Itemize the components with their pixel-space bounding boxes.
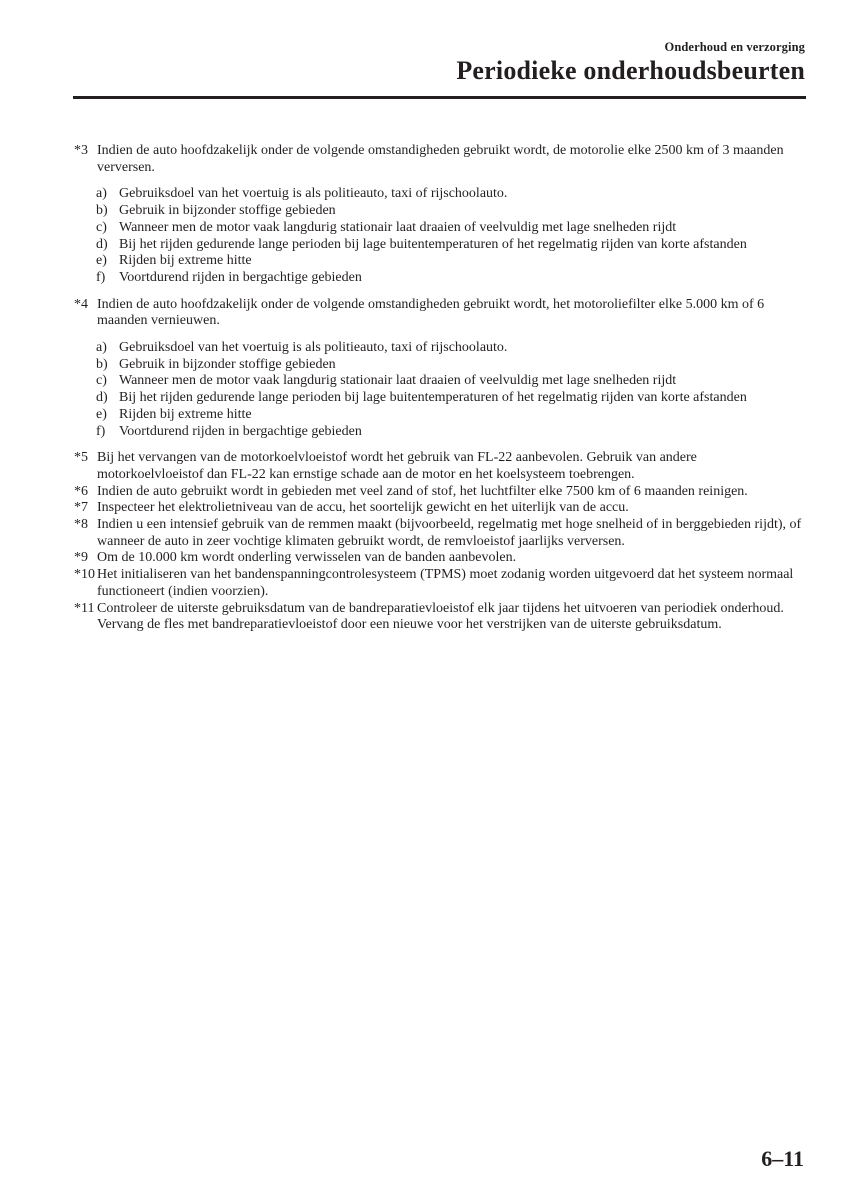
list-item: [96, 253, 804, 270]
note-marker: *5: [74, 450, 88, 466]
list-item-text: Gebruik in bijzonder stoffige gebieden: [119, 203, 336, 219]
list-item-text: Wanneer men de motor vaak langdurig stationair laat draaien of veelvuldig met lage snelheden rijdt: [119, 373, 677, 389]
note-text: Inspecteer het elektrolietniveau van de accu, het soortelijk gewicht en het uiterlijk van de accu.: [97, 500, 629, 516]
note-4: [74, 297, 804, 330]
note-11: [74, 601, 804, 634]
note-text: Het initialiseren van het bandenspanningcontrolesysteem (TPMS) moet zodanig worden uitgevoerd dat het systeem normaal functioneert (indien voorzien).: [97, 567, 794, 599]
header-section-label: Onderhoud en verzorging: [664, 40, 805, 54]
list-item-marker: a): [96, 186, 107, 202]
list-item: [96, 340, 804, 357]
list-item-text: Gebruiksdoel van het voertuig is als politieauto, taxi of rijschoolauto.: [119, 340, 508, 356]
list-item: [96, 373, 804, 390]
list-item-marker: e): [96, 406, 107, 422]
note-marker: *4: [74, 296, 88, 312]
note-marker: *3: [74, 143, 88, 158]
note-text: Bij het vervangen van de motorkoelvloeistof wordt het gebruik van FL-22 aanbevolen. Gebruik van andere motorkoelvloeistof dan FL-22 kan ernstige schade aan de motor en het koelsysteem toebrengen.: [97, 450, 697, 482]
note-8: [74, 517, 804, 550]
list-item-marker: f): [96, 269, 106, 285]
list-item-text: Gebruiksdoel van het voertuig is als politieauto, taxi of rijschoolauto.: [119, 186, 508, 202]
list-item-text: Gebruik in bijzonder stoffige gebieden: [119, 356, 336, 372]
note-marker: *6: [74, 483, 88, 499]
list-item-marker: e): [96, 253, 107, 269]
list-item-text: Voortdurend rijden in bergachtige gebieden: [119, 269, 362, 285]
list-item-marker: d): [96, 390, 108, 406]
list-item: [96, 186, 804, 203]
list-item-marker: c): [96, 373, 107, 389]
list-item-text: Bij het rijden gedurende lange perioden bij lage buitentemperaturen of het regelmatig rijden van korte afstanden: [119, 236, 747, 252]
list-item-text: Bij het rijden gedurende lange perioden bij lage buitentemperaturen of het regelmatig rijden van korte afstanden: [119, 390, 747, 406]
list-item-marker: b): [96, 203, 108, 219]
list-item-marker: a): [96, 340, 107, 356]
list-item-text: Rijden bij extreme hitte: [119, 253, 252, 269]
note-text: Indien de auto gebruikt wordt in gebieden met veel zand of stof, het luchtfilter elke 7500 km of 6 maanden reinigen.: [97, 483, 748, 499]
notes-content: [74, 143, 804, 634]
note-marker: *10: [74, 567, 95, 583]
note-6: [74, 484, 804, 501]
note-text: Indien u een intensief gebruik van de remmen maakt (bijvoorbeeld, regelmatig met hoge snelheid of in berggebieden rijdt), of wanneer de auto in zeer vochtige klimaten gebruikt wordt, de remvloeistof jaarlijks verversen.: [97, 517, 802, 549]
list-item-marker: f): [96, 423, 106, 439]
note-7: [74, 500, 804, 517]
list-item-marker: d): [96, 236, 108, 252]
list-item-marker: c): [96, 219, 107, 235]
note-text: Indien de auto hoofdzakelijk onder de volgende omstandigheden gebruikt wordt, het motoroliefilter elke 5.000 km of 6 maanden vernieuwen.: [97, 296, 765, 329]
note-marker: *8: [74, 517, 88, 533]
list-item: [96, 407, 804, 424]
list-item-text: Rijden bij extreme hitte: [119, 406, 252, 422]
note-9: [74, 550, 804, 567]
page-title: Periodieke onderhoudsbeurten: [456, 56, 805, 85]
note-text: Controleer de uiterste gebruiksdatum van de bandreparatievloeistof elk jaar tijdens het uitvoeren van periodiek onderhoud. Vervang de fles met bandreparatievloeistof door een nieuwe voor het verstrijken van de uiterste gebruiksdatum.: [97, 600, 784, 633]
list-item: [96, 203, 804, 220]
list-item: [96, 237, 804, 254]
list-item: [96, 270, 804, 287]
note-10: [74, 567, 804, 600]
list-item-text: Voortdurend rijden in bergachtige gebieden: [119, 423, 362, 439]
list-item: [96, 424, 804, 441]
list-item: [96, 390, 804, 407]
header-divider: [73, 96, 806, 99]
list-item-marker: b): [96, 356, 108, 372]
list-item: [96, 357, 804, 374]
note-3: [74, 143, 804, 176]
list-item-text: Wanneer men de motor vaak langdurig stationair laat draaien of veelvuldig met lage snelheden rijdt: [119, 219, 677, 235]
note-marker: *9: [74, 550, 88, 566]
note-marker: *7: [74, 500, 88, 516]
note-3-conditions-list: [74, 186, 804, 286]
note-4-conditions-list: [74, 340, 804, 440]
note-text: Om de 10.000 km wordt onderling verwisselen van de banden aanbevolen.: [97, 550, 517, 566]
note-marker: *11: [74, 600, 95, 616]
page-number: 6–11: [761, 1146, 804, 1171]
list-item: [96, 220, 804, 237]
note-text: Indien de auto hoofdzakelijk onder de volgende omstandigheden gebruikt wordt, de motorolie elke 2500 km of 3 maanden verversen.: [97, 143, 784, 175]
note-5: [74, 450, 804, 483]
